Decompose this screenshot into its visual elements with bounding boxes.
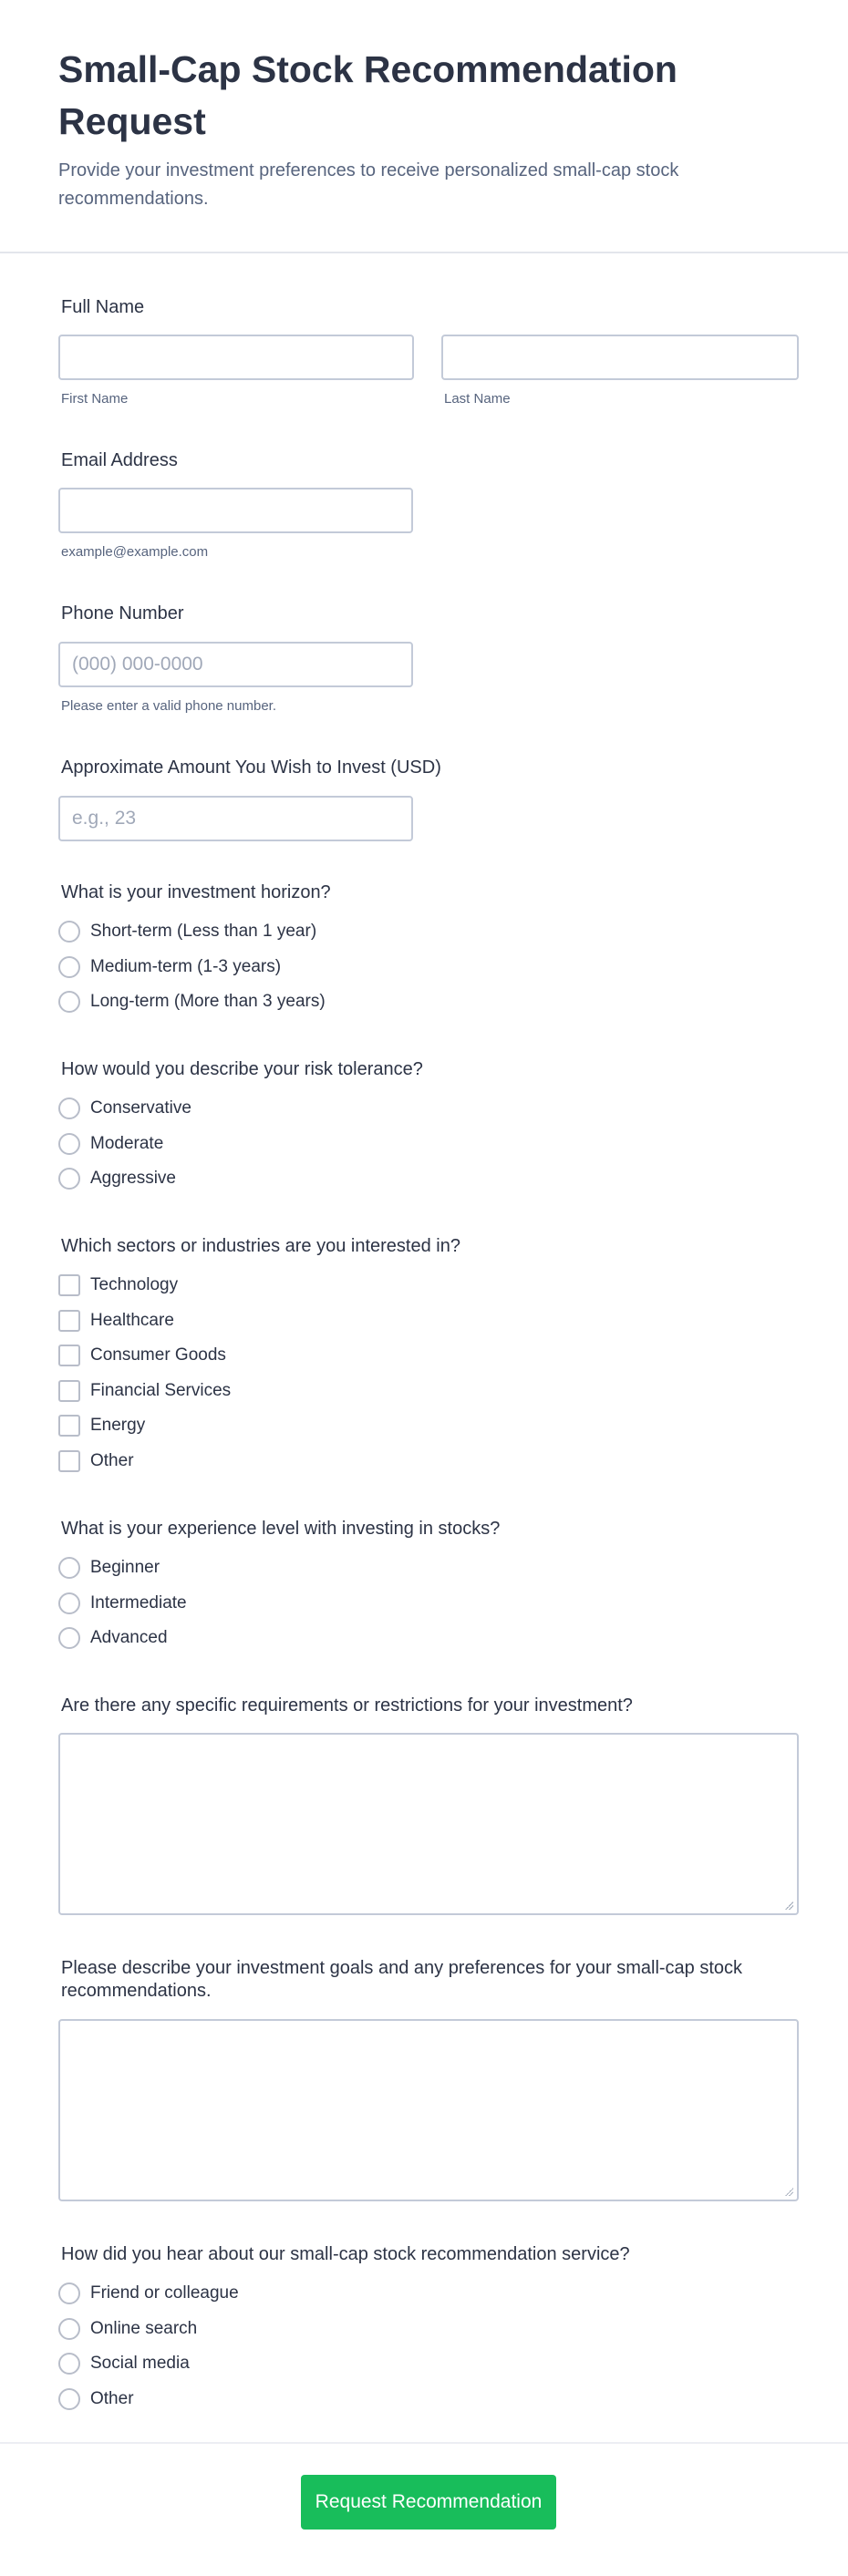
horizon-field <box>58 881 799 1026</box>
option-label: Aggressive <box>90 1169 176 1189</box>
requirements-textarea[interactable] <box>58 1733 799 1915</box>
risk-option[interactable] <box>58 1091 191 1127</box>
experience-options <box>58 1551 187 1656</box>
resize-grip-icon[interactable] <box>784 1901 793 1910</box>
checkbox-square-icon[interactable] <box>58 1380 80 1402</box>
option-label: Short-term (Less than 1 year) <box>90 922 317 942</box>
radio-circle-icon[interactable] <box>58 991 80 1013</box>
referral-options <box>58 2276 239 2416</box>
option-label: Long-term (More than 3 years) <box>90 992 326 1012</box>
last-name-sublabel: Last Name <box>444 391 511 407</box>
radio-circle-icon[interactable] <box>58 1097 80 1119</box>
referral-option[interactable] <box>58 2276 239 2312</box>
resize-grip-icon[interactable] <box>784 2187 793 2196</box>
radio-circle-icon[interactable] <box>58 956 80 978</box>
request-recommendation-button[interactable]: Request Recommendation <box>301 2475 556 2530</box>
checkbox-square-icon[interactable] <box>58 1345 80 1366</box>
checkbox-square-icon[interactable] <box>58 1450 80 1472</box>
first-name-input[interactable] <box>58 335 414 380</box>
referral-label: How did you hear about our small-cap stock recommendation service? <box>61 2244 630 2264</box>
horizon-label: What is your investment horizon? <box>61 882 331 902</box>
email-sublabel: example@example.com <box>61 544 209 560</box>
email-input[interactable] <box>58 488 413 533</box>
email-field <box>58 448 799 567</box>
risk-field <box>58 1057 799 1203</box>
experience-option[interactable] <box>58 1586 187 1622</box>
risk-label: How would you describe your risk tolerance? <box>61 1059 423 1079</box>
radio-circle-icon[interactable] <box>58 1592 80 1614</box>
full-name-label: Full Name <box>61 297 145 317</box>
sector-option[interactable] <box>58 1444 231 1479</box>
risk-option[interactable] <box>58 1161 191 1197</box>
option-label: Intermediate <box>90 1592 187 1613</box>
experience-option[interactable] <box>58 1621 187 1656</box>
experience-field <box>58 1517 799 1663</box>
sector-option[interactable] <box>58 1374 231 1409</box>
risk-options <box>58 1091 191 1197</box>
phone-sublabel: Please enter a valid phone number. <box>61 698 276 714</box>
option-label: Social media <box>90 2354 190 2374</box>
horizon-options <box>58 914 326 1020</box>
sector-option[interactable] <box>58 1268 231 1303</box>
sector-option[interactable] <box>58 1303 231 1339</box>
form-header <box>58 44 788 213</box>
requirements-field <box>58 1694 799 1922</box>
radio-circle-icon[interactable] <box>58 1168 80 1190</box>
radio-circle-icon[interactable] <box>58 1557 80 1579</box>
checkbox-square-icon[interactable] <box>58 1310 80 1332</box>
radio-circle-icon[interactable] <box>58 1627 80 1649</box>
experience-option[interactable] <box>58 1551 187 1586</box>
footer-divider <box>0 2442 848 2444</box>
amount-input[interactable] <box>58 796 413 841</box>
email-label: Email Address <box>61 450 178 470</box>
sectors-field <box>58 1234 799 1480</box>
option-label: Advanced <box>90 1628 168 1648</box>
first-name-sublabel: First Name <box>61 391 129 407</box>
goals-field <box>58 1957 799 2203</box>
phone-field <box>58 602 799 720</box>
referral-option[interactable] <box>58 2312 239 2347</box>
radio-circle-icon[interactable] <box>58 2388 80 2410</box>
form-subtitle: Provide your investment preferences to receive personalized small-cap stock recommendations. <box>58 160 679 209</box>
amount-label: Approximate Amount You Wish to Invest (USD) <box>61 757 441 778</box>
sectors-label: Which sectors or industries are you interested in? <box>61 1236 460 1256</box>
referral-option[interactable] <box>58 2346 239 2382</box>
sector-option[interactable] <box>58 1338 231 1374</box>
horizon-option[interactable] <box>58 984 326 1020</box>
phone-input[interactable] <box>58 642 413 687</box>
option-label: Healthcare <box>90 1310 174 1330</box>
option-label: Online search <box>90 2318 198 2338</box>
last-name-input[interactable] <box>441 335 799 380</box>
requirements-label: Are there any specific requirements or restrictions for your investment? <box>61 1695 633 1716</box>
option-label: Medium-term (1-3 years) <box>90 956 282 976</box>
checkbox-square-icon[interactable] <box>58 1415 80 1437</box>
horizon-option[interactable] <box>58 914 326 950</box>
phone-label: Phone Number <box>61 603 184 623</box>
option-label: Financial Services <box>90 1380 232 1400</box>
referral-field <box>58 2242 799 2425</box>
header-divider <box>0 252 848 253</box>
amount-field <box>58 756 799 847</box>
full-name-field <box>58 295 799 414</box>
radio-circle-icon[interactable] <box>58 2318 80 2340</box>
option-label: Conservative <box>90 1098 191 1118</box>
risk-option[interactable] <box>58 1127 191 1162</box>
option-label: Friend or colleague <box>90 2283 239 2303</box>
option-label: Technology <box>90 1275 179 1295</box>
sector-option[interactable] <box>58 1408 231 1444</box>
sectors-options <box>58 1268 231 1479</box>
option-label: Energy <box>90 1416 146 1436</box>
option-label: Beginner <box>90 1558 160 1578</box>
goals-label: Please describe your investment goals and any preferences for your small-cap stock recommendations. <box>61 1958 743 2001</box>
horizon-option[interactable] <box>58 950 326 985</box>
option-label: Consumer Goods <box>90 1345 226 1365</box>
referral-option[interactable] <box>58 2382 239 2417</box>
option-label: Other <box>90 1450 134 1470</box>
option-label: Other <box>90 2388 134 2408</box>
option-label: Moderate <box>90 1133 164 1153</box>
checkbox-square-icon[interactable] <box>58 1274 80 1296</box>
goals-textarea[interactable] <box>58 2019 799 2201</box>
radio-circle-icon[interactable] <box>58 2353 80 2375</box>
radio-circle-icon[interactable] <box>58 921 80 943</box>
radio-circle-icon[interactable] <box>58 1133 80 1155</box>
radio-circle-icon[interactable] <box>58 2282 80 2304</box>
form-title: Small-Cap Stock Recommendation Request <box>58 48 677 142</box>
experience-label: What is your experience level with investing in stocks? <box>61 1519 501 1539</box>
